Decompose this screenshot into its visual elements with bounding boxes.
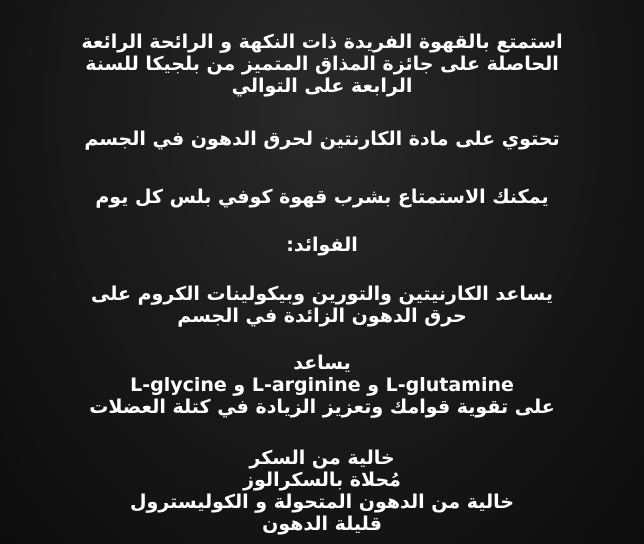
daily-line: يمكنك الاستمتاع بشرب قهوة كوفي بلس كل يوم [95,186,549,208]
benefit-2-line: على تقوية قوامك وتعزيز الزيادة في كتلة العضلات [89,396,555,418]
intro-line: استمتع بالقهوة الفريدة ذات النكهة و الرائحة الرائعة [81,31,563,53]
intro-line: الحاصلة على جائزة المذاق المتميز من بلجيكا للسنة [85,53,559,75]
fact-line: قليلة الدهون [262,513,382,535]
fact-line: خالية من الدهون المتحولة و الكوليسترول [129,491,515,513]
fact-line: مُحلاة بالسكرالوز [243,469,401,491]
intro-line: الرابعة على التوالي [231,75,413,97]
benefit-1 [30,283,614,327]
benefits-heading-text: الفوائد: [286,234,358,256]
benefit-2-line: يساعد [293,352,351,374]
benefit-1-line: حرق الدهون الزائدة في الجسم [177,305,467,327]
carnitine-line: تحتوي على مادة الكارنتين لحرق الدهون في الجسم [84,128,560,150]
benefits-heading [30,234,614,256]
benefit-1-line: يساعد الكارنيتين والتورين وبيكولينات الكروم على [91,283,553,305]
benefit-2 [30,352,614,418]
daily-text [30,186,614,208]
product-facts [30,447,614,535]
fact-line: خالية من السكر [249,447,395,469]
amino-acids-line: L-glycine و L-arginine و L-glutamine [130,374,514,396]
intro-paragraph [30,31,614,97]
carnitine-text [30,128,614,150]
